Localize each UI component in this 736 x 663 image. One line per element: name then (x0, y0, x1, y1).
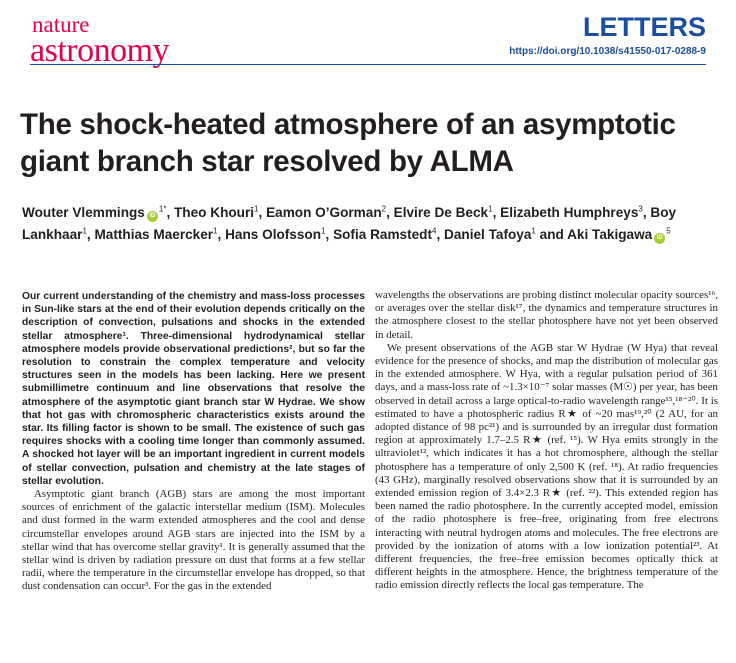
author-name: Elizabeth Humphreys (500, 205, 639, 220)
affiliation-marker: 1 (531, 226, 536, 236)
abstract: Our current understanding of the chemistry and mass-loss processes in Sun-like stars at the end of their evolution depends critically on the description of convection, pulsations and shocks in the extended stellar atmosphere¹. Three-dimensional hydrodynamical stellar atmosphere models provide observational predictions², but so far the resolution to constrain the complex temperature and velocity structures seen in the models has been lacking. Here we present submillimetre continuum and line observations that resolve the atmosphere of the asymptotic giant branch star W Hydrae. We show that hot gas with chromospheric characteristics exists around the star. Its filling factor is shown to be small. The existence of such gas requires shocks with a cooling time longer than commonly assumed. A shocked hot layer will be an important ingredient in current models of stellar convection, pulsation and chemistry at the late stages of stellar evolution. (22, 291, 365, 487)
author-name: Matthias Maercker (94, 227, 214, 242)
author-name: Wouter Vlemmings (22, 205, 145, 220)
author-name: Aki Takigawa (567, 227, 653, 242)
author[interactable] (567, 227, 671, 242)
author-name: Hans Olofsson (225, 227, 322, 242)
author-name: Theo Khouri (174, 205, 255, 220)
affiliation-marker: 1 (488, 204, 493, 214)
doi-link[interactable]: https://doi.org/10.1038/s41550-017-0288-9 (509, 46, 706, 57)
author[interactable] (174, 205, 259, 220)
author-name: Eamon O’Gorman (266, 205, 382, 220)
journal-header (0, 0, 736, 80)
affiliation-marker: 4 (432, 226, 437, 236)
body-paragraph-1: wavelengths the observations are probing distinct molecular opacity sources¹⁶, or averages over the stellar disk¹⁷, the dynamics and temperature structures in the atmosphere closest to the stellar photosphere have not yet been observed in detail. (375, 289, 718, 341)
author[interactable] (394, 205, 493, 220)
affiliation-marker: 2 (381, 204, 387, 214)
orcid-icon[interactable]: iD (654, 233, 665, 244)
intro-paragraph: Asymptotic giant branch (AGB) stars are among the most important sources of enrichment of the galactic interstellar medium (ISM). Molecules and dust formed in the warm extended atmospheres and the cool and dense circumstellar envelopes around AGB stars are injected into the ISM by a stellar wind that has overcome stellar gravity¹. It is generally assumed that the stellar wind is driven by radiation pressure on dust that forms at a few stellar radii, where the temperature in the circumstellar envelope has dropped, so that dust condensation can occur³. For the gas in the extended (22, 488, 365, 593)
affiliation-marker: 3 (638, 204, 643, 214)
author-list: Wouter Vlemmings $iD^{1*}$, Theo Khouri$^1$, Eamon O’Gorman$^2$, Elvire De Beck$^1$, Elizabeth Humphreys$^3$, Boy Lankhaar$^1$, Matthias Maercker$^1$, Hans Olofsson$^1$, Sofia Ramstedt$^4$, Daniel Tafoya$^1$ and Aki Takigawa $iD^5$ (22, 204, 677, 242)
right-column (375, 289, 718, 593)
logo-nature: nature (32, 12, 90, 37)
affiliation-marker: 1* (158, 204, 167, 214)
affiliation-marker: 1 (82, 226, 87, 236)
author[interactable] (94, 227, 217, 242)
affiliation-marker: 1 (321, 226, 326, 236)
orcid-icon[interactable]: iD (147, 211, 158, 222)
author-name: Boy Lankhaar (22, 205, 677, 242)
section-label: LETTERS (582, 12, 706, 42)
author[interactable] (444, 227, 536, 242)
author[interactable] (266, 205, 386, 220)
author-name: Elvire De Beck (393, 205, 489, 220)
journal-logo[interactable] (30, 13, 169, 68)
left-column (22, 290, 365, 594)
author-name: Daniel Tafoya (444, 227, 532, 242)
logo-astronomy: astronomy (30, 32, 170, 69)
affiliation-marker: 1 (213, 226, 218, 236)
article-title: The shock-heated atmosphere of an asymptotic giant branch star resolved by ALMA (20, 108, 676, 178)
affiliation-marker: 5 (666, 226, 671, 236)
author[interactable] (225, 227, 325, 242)
author[interactable] (500, 205, 643, 220)
author[interactable] (22, 205, 166, 220)
author[interactable] (333, 227, 436, 242)
header-divider (30, 64, 706, 65)
author-name: Sofia Ramstedt (333, 227, 433, 242)
affiliation-marker: 1 (254, 204, 259, 214)
body-paragraph-2: We present observations of the AGB star W Hydrae (W Hya) that reveal evidence for the presence of shocks, and map the distribution of molecular gas in the extended atmosphere. W Hya, with a regular pulsation period of 361 days, and a mass-loss rate of ~1.3×10⁻⁷ solar masses (M☉) per year, has been observed in detail across a large optical-to-radio wavelength range¹⁵,¹⁸⁻²⁰. It is estimated to have a photospheric radius R★ of ~20 mas¹⁹,²⁰ (2 AU, for an adopted distance of 98 pc²¹) and is surrounded by an irregular dust formation region at approximately 1.7–2.5 R★ (ref. ¹⁵). W Hya emits strongly in the ultraviolet¹², which indicates it has a hot chromosphere, although the stellar photosphere has a temperature of only 2,500 K (ref. ¹⁸). At radio frequencies (43 GHz), marginally resolved observations show that it is surrounded by an extended emission region of 3.4×2.3 R★ (ref. ²²). This extended region has been named the radio photosphere. In the currently accepted model, emission of the radio photosphere is free–free, originating from free electrons interacting with neutral hydrogen atoms and molecules. The free electrons are provided by the ionization of atoms with a low ionization potential²³. At different frequencies, the free–free emission becomes optically thick at different heights in the atmosphere. Hence, the brightness temperature of the radio emission directly reflects the local gas temperature. The (375, 341, 718, 592)
